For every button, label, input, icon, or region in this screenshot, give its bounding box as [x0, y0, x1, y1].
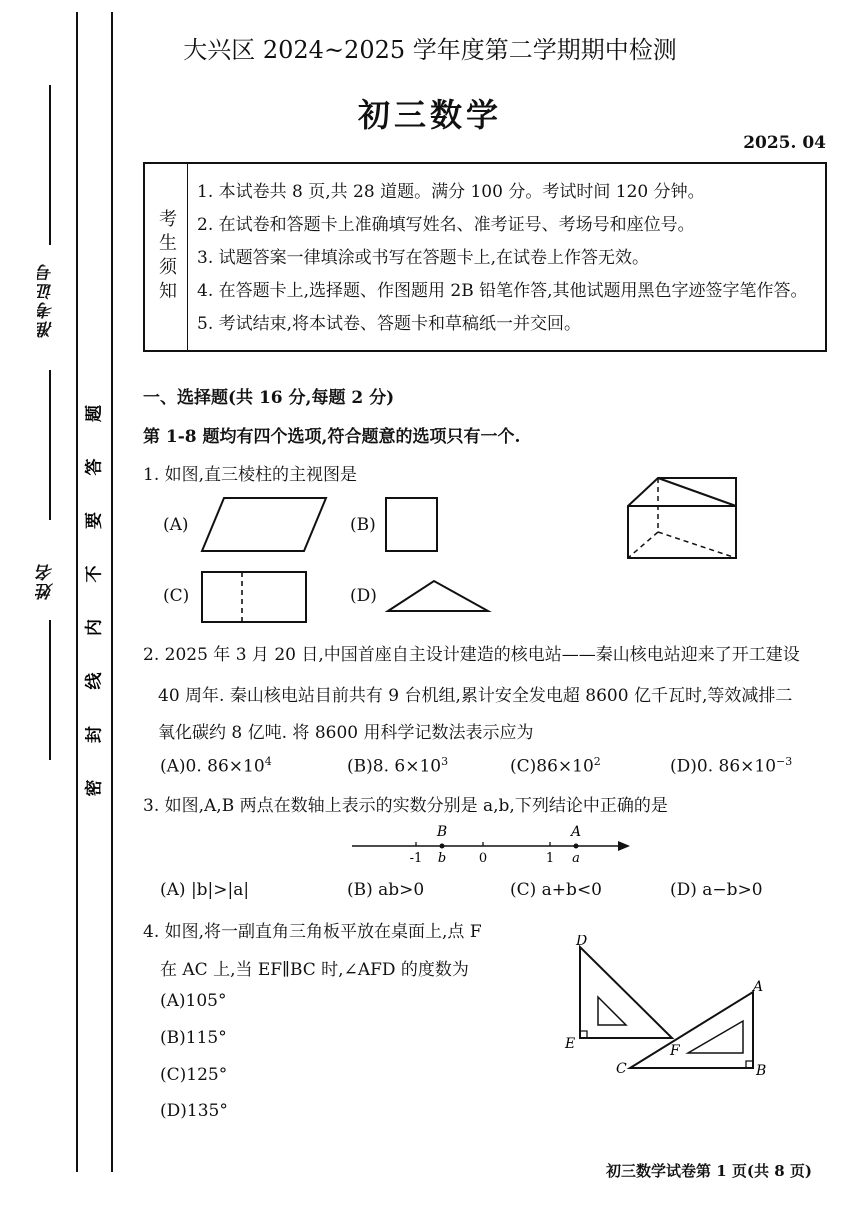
exam-id-label: 准考证号 [37, 262, 57, 338]
notice-label: 考生须知 [156, 209, 177, 305]
q3-option-d: (D) a−b>0 [670, 880, 763, 900]
exam-id-underline-bottom [49, 370, 51, 520]
q2-stem-line3: 氧化碳约 8 亿吨. 将 8600 用科学记数法表示应为 [158, 723, 534, 743]
q1-prism-figure [624, 474, 744, 564]
point-label-a: A [570, 824, 582, 840]
q1-option-a-figure [200, 496, 330, 556]
seal-char: 要 [84, 512, 105, 529]
q1-option-a-label: (A) [163, 515, 189, 535]
point-a [574, 844, 579, 849]
seal-char: 线 [84, 672, 105, 690]
q2-option-c [510, 755, 601, 777]
number-line-arrow [618, 841, 630, 851]
seal-text [80, 370, 110, 810]
tick-label: b [437, 851, 447, 866]
notice-items [197, 176, 808, 341]
q2-option-c-text: (C)86×10 [510, 756, 594, 777]
q1-stem: 1. 如图,直三棱柱的主视图是 [143, 465, 358, 485]
notice-box [143, 162, 827, 352]
q1-option-b-figure [384, 496, 440, 554]
q2-option-a [160, 755, 272, 777]
seal-char: 密 [84, 779, 105, 797]
notice-item: 2. 在试卷和答题卡上准确填写姓名、准考证号、考场号和座位号。 [197, 215, 695, 235]
q4-stem-line1: 4. 如图,将一副直角三角板平放在桌面上,点 F [143, 922, 482, 942]
q3-option-b: (B) ab>0 [347, 880, 425, 900]
q2-option-c-exp: 2 [593, 755, 601, 768]
tick-label: 1 [545, 851, 555, 866]
q4-option-c: (C)125° [160, 1065, 228, 1085]
q3-number-line [350, 822, 640, 872]
seal-char: 封 [84, 726, 105, 743]
seal-char: 内 [84, 619, 105, 636]
label-a: A [753, 979, 764, 995]
q2-option-d-text: (D)0. 86×10 [670, 756, 777, 777]
q1-option-c-figure [200, 570, 310, 626]
q2-option-d [670, 755, 792, 777]
q2-option-a-text: (A)0. 86×10 [160, 756, 265, 777]
label-d: D [576, 935, 588, 949]
label-b: B [756, 1063, 767, 1079]
seal-char: 题 [84, 405, 105, 422]
q4-triangle-figure [560, 935, 780, 1085]
q3-stem: 3. 如图,A,B 两点在数轴上表示的实数分别是 a,b,下列结论中正确的是 [143, 796, 668, 816]
q2-stem-line1: 2. 2025 年 3 月 20 日,中国首座自主设计建造的核电站——秦山核电站迎来了开工建设 [143, 645, 800, 665]
section-heading: 一、选择题(共 16 分,每题 2 分) [143, 388, 395, 408]
point-b [440, 844, 445, 849]
notice-item: 1. 本试卷共 8 页,共 28 道题。满分 100 分。考试时间 120 分钟。 [197, 182, 705, 202]
q3-option-c: (C) a+b<0 [510, 880, 602, 900]
notice-item: 5. 考试结束,将本试卷、答题卡和草稿纸一并交回。 [197, 314, 582, 334]
name-underline [49, 620, 51, 760]
label-e: E [565, 1036, 576, 1052]
tick-label: 0 [478, 851, 488, 866]
q4-stem-line2: 在 AC 上,当 EF∥BC 时,∠AFD 的度数为 [160, 960, 469, 980]
q1-option-b-label: (B) [350, 515, 376, 535]
exam-title: 大兴区 2024~2025 学年度第二学期期中检测 [183, 36, 677, 64]
seal-char: 答 [84, 458, 105, 476]
subject-title: 初三数学 [357, 96, 502, 134]
tick-label: a [572, 851, 580, 866]
binding-line-outer [76, 12, 78, 1172]
exam-date: 2025. 04 [743, 133, 826, 153]
q2-option-b-text: (B)8. 6×10 [347, 756, 442, 777]
q2-stem-line2: 40 周年. 秦山核电站目前共有 9 台机组,累计安全发电超 8600 亿千瓦时,等效减排二 [158, 686, 793, 706]
q3-option-a: (A) |b|>|a| [160, 880, 250, 900]
q1-option-c-label: (C) [163, 586, 190, 606]
page-footer: 初三数学试卷第 1 页(共 8 页) [606, 1162, 812, 1180]
binding-line-inner [111, 12, 113, 1172]
notice-label-cell [145, 164, 188, 350]
q4-option-d: (D)135° [160, 1101, 228, 1121]
notice-item: 4. 在答题卡上,选择题、作图题用 2B 铅笔作答,其他试题用黑色字迹签字笔作答。 [197, 281, 808, 301]
label-f: F [670, 1043, 680, 1059]
point-label-b: B [436, 824, 448, 840]
q1-option-d-label: (D) [350, 586, 377, 606]
q2-option-b-exp: 3 [441, 755, 449, 768]
q2-option-d-exp: −3 [776, 755, 793, 768]
q2-option-b [347, 755, 448, 777]
label-c: C [616, 1061, 627, 1077]
seal-char: 不 [84, 565, 105, 583]
notice-item: 3. 试题答案一律填涂或书写在答题卡上,在试卷上作答无效。 [197, 248, 650, 268]
q4-option-a: (A)105° [160, 991, 227, 1011]
section-instruction: 第 1-8 题均有四个选项,符合题意的选项只有一个. [143, 427, 521, 447]
q4-option-b: (B)115° [160, 1028, 227, 1048]
tick-label: -1 [409, 851, 423, 866]
name-label: 姓名 [37, 562, 57, 600]
q1-option-d-figure [384, 578, 494, 618]
q2-option-a-exp: 4 [264, 755, 272, 768]
